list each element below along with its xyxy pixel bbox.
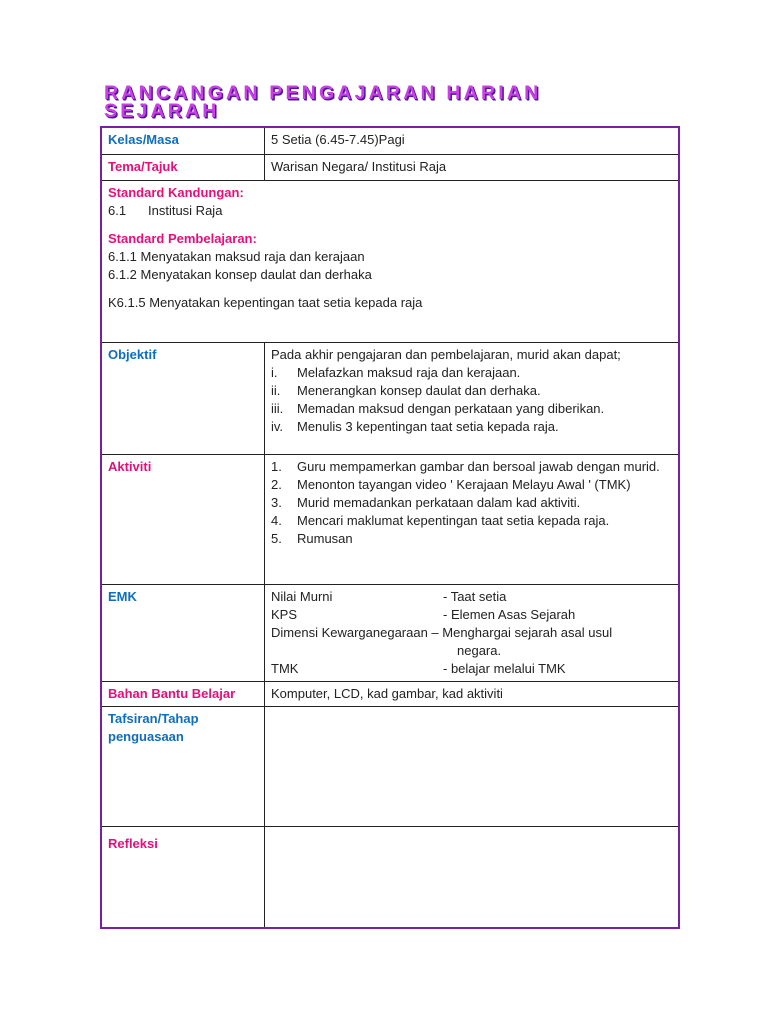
aktiviti-list	[271, 458, 672, 548]
emk-row	[271, 588, 672, 606]
objektif-intro: Pada akhir pengajaran dan pembelajaran, murid akan dapat;	[271, 346, 621, 362]
row-tafsiran	[101, 706, 679, 826]
item-number: 3.	[271, 494, 282, 510]
emk-key: TMK	[271, 660, 299, 676]
objektif-label: Objektif	[101, 342, 265, 454]
item-number: iv.	[271, 418, 284, 434]
pembelajaran-k-item: K6.1.5 Menyatakan kepentingan taat setia kepada raja	[108, 294, 423, 310]
item-number: 2.	[271, 476, 282, 492]
item-text: Menulis 3 kepentingan taat setia kepada raja.	[297, 418, 559, 434]
emk-row	[271, 606, 672, 624]
row-bahan	[101, 681, 679, 706]
item-number: ii.	[271, 382, 281, 398]
item-number: 5.	[271, 530, 282, 546]
emk-value: - belajar melalui TMK	[443, 660, 566, 676]
row-aktiviti	[101, 454, 679, 584]
pembelajaran-item: 6.1.1 Menyatakan maksud raja dan kerajaan	[108, 248, 365, 264]
title-line-1: RANCANGAN PENGAJARAN HARIAN	[104, 82, 542, 104]
standard-kandungan-item	[108, 202, 672, 220]
emk-dimensi-cont: negara.	[457, 642, 502, 658]
standard-pembelajaran-label: Standard Pembelajaran:	[108, 230, 257, 246]
item-text: Melafazkan maksud raja dan kerajaan.	[297, 364, 521, 380]
tema-value: Warisan Negara/ Institusi Raja	[265, 154, 680, 180]
row-refleksi	[101, 826, 679, 928]
item-text: Rumusan	[297, 530, 353, 546]
list-item	[271, 530, 672, 548]
objektif-list	[271, 364, 672, 436]
row-kelas	[101, 127, 679, 154]
lesson-plan-table	[100, 126, 680, 929]
item-text: Murid memadankan perkataan dalam kad aktiviti.	[297, 494, 581, 510]
bahan-value: Komputer, LCD, kad gambar, kad aktiviti	[265, 681, 680, 706]
list-item	[271, 400, 672, 418]
kandungan-text: Institusi Raja	[148, 202, 223, 218]
row-emk	[101, 584, 679, 681]
list-item	[271, 494, 672, 512]
emk-key: KPS	[271, 606, 298, 622]
emk-key: Nilai Murni	[271, 588, 333, 604]
standard-cell	[101, 180, 679, 342]
list-item	[271, 476, 672, 494]
tema-label: Tema/Tajuk	[101, 154, 265, 180]
row-objektif	[101, 342, 679, 454]
row-standard	[101, 180, 679, 342]
objektif-content	[265, 342, 680, 454]
item-text: Mencari maklumat kepentingan taat setia kepada raja.	[297, 512, 610, 528]
kelas-label: Kelas/Masa	[101, 127, 265, 154]
tafsiran-label: Tafsiran/Tahap penguasaan	[101, 706, 265, 826]
title-line-2: SEJARAH	[104, 100, 220, 122]
kelas-value: 5 Setia (6.45-7.45)Pagi	[265, 127, 680, 154]
emk-row	[271, 660, 672, 678]
list-item	[271, 364, 672, 382]
refleksi-label: Refleksi	[101, 826, 265, 928]
row-tema	[101, 154, 679, 180]
emk-content	[265, 584, 680, 681]
list-item	[271, 418, 672, 436]
list-item	[271, 458, 672, 476]
item-text: Guru mempamerkan gambar dan bersoal jawab dengan murid.	[297, 458, 660, 474]
item-text: Menonton tayangan video ' Kerajaan Melayu Awal ' (TMK)	[297, 476, 631, 492]
tafsiran-value	[265, 706, 680, 826]
emk-value: - Elemen Asas Sejarah	[443, 606, 576, 622]
list-item	[271, 512, 672, 530]
item-text: Menerangkan konsep daulat dan derhaka.	[297, 382, 541, 398]
item-text: Memadan maksud dengan perkataan yang diberikan.	[297, 400, 605, 416]
item-number: i.	[271, 364, 278, 380]
bahan-label: Bahan Bantu Belajar	[101, 681, 265, 706]
standard-kandungan-label: Standard Kandungan:	[108, 184, 244, 200]
kandungan-code: 6.1	[108, 202, 127, 218]
refleksi-value	[265, 826, 680, 928]
emk-label: EMK	[101, 584, 265, 681]
aktiviti-content	[265, 454, 680, 584]
pembelajaran-item: 6.1.2 Menyatakan konsep daulat dan derhaka	[108, 266, 372, 282]
emk-dimensi: Dimensi Kewarganegaraan – Menghargai sejarah asal usul	[271, 624, 613, 640]
list-item	[271, 382, 672, 400]
aktiviti-label: Aktiviti	[101, 454, 265, 584]
item-number: iii.	[271, 400, 284, 416]
item-number: 4.	[271, 512, 282, 528]
emk-value: - Taat setia	[443, 588, 507, 604]
item-number: 1.	[271, 458, 282, 474]
document-title	[104, 84, 684, 120]
